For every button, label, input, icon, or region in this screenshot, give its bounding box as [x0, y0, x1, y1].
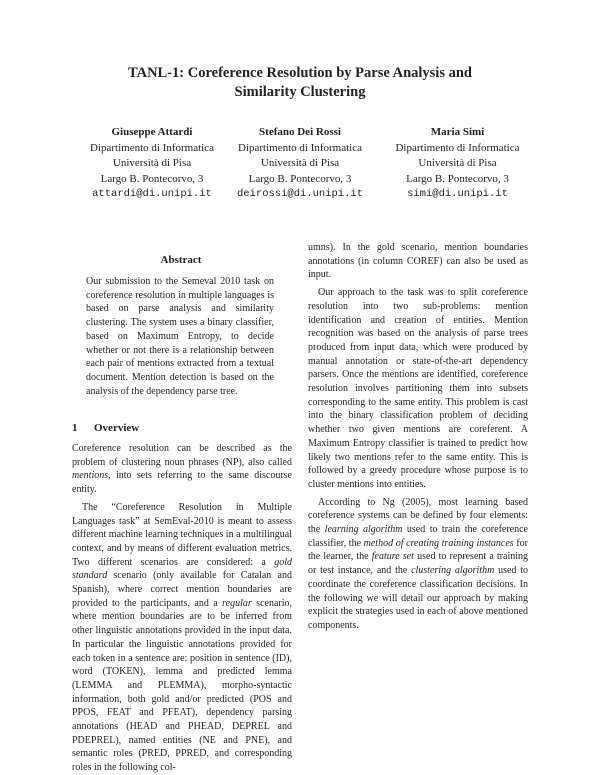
author-name: Maria Simi — [430, 126, 485, 138]
paragraph: umns). In the gold scenario, mention boundaries annotations (in column COREF) can also be used as input. — [308, 242, 528, 281]
author-address: Largo B. Pontecorvo, 3 — [406, 172, 509, 185]
author-address: Largo B. Pontecorvo, 3 — [100, 172, 204, 185]
abstract-heading: Abstract — [160, 254, 202, 266]
paragraph: Coreference resolution can be described as the problem of clustering noun phrases (NP), also called mentions, into sets referring to the same discourse entity. — [72, 443, 292, 496]
title-line-1: TANL-1: Coreference Resolution by Parse Analysis and — [128, 65, 472, 81]
author-email: deirossi@di.unipi.it — [236, 188, 364, 200]
paper-title — [0, 64, 600, 102]
right-column-body — [308, 241, 528, 633]
author-department: Dipartimento di Informatica — [89, 141, 214, 154]
title-line-2: Similarity Clustering — [234, 84, 366, 100]
author-block-2 — [215, 125, 385, 203]
author-email: attardi@di.unipi.it — [92, 188, 212, 200]
author-university: Università di Pisa — [112, 157, 192, 169]
author-block-3 — [375, 125, 540, 203]
author-address: Largo B. Pontecorvo, 3 — [248, 172, 352, 185]
author-name: Stefano Dei Rossi — [259, 126, 341, 138]
author-department: Dipartimento di Informatica — [395, 141, 520, 154]
author-university: Università di Pisa — [418, 157, 497, 169]
paragraph: Our approach to the task was to split coreference resolution into two sub-problems: mention identification and creation of entities. Mention recognition was based on the analysis of parse trees produced from input data, which were produced by manual annotation or state-of-the-art dependency parsers. Once the mentions are identified, coreference resolution involves partitioning them into subsets corresponding to the same entity. This problem is cast into the binary classification problem of deciding whether two given mentions are coreferent. A Maximum Entropy classifier is trained to predict how likely two mentions refer to the same entity. This is followed by a greedy procedure whose purpose is to cluster mentions into entities. — [308, 287, 528, 490]
author-email: simi@di.unipi.it — [407, 188, 508, 200]
section-heading-overview — [72, 422, 139, 434]
author-name: Giuseppe Attardi — [111, 126, 193, 138]
abstract-text: Our submission to the Semeval 2010 task on coreference resolution in multiple languages is based on parse analysis and similarity clustering. The system uses a binary classifier, based on Maximum Entropy, to decide whether or not there is a relationship between each pair of mentions extracted from a textual document. Mention detection is based on the analysis of the dependency parse tree. — [86, 276, 274, 397]
paragraph: According to Ng (2005), most learning based coreference systems can be defined by four elements: the learning algorithm used to train the coreference classifier, the method of creating training instances for the learner, the feature set used to represent a training or test instance, and the clustering algorithm used to coordinate the coreference classification decisions. In the following we will detail our approach by making explicit the strategies used in each of above mentioned components. — [308, 496, 529, 631]
author-department: Dipartimento di Informatica — [237, 141, 362, 154]
left-column-body — [72, 442, 292, 775]
section-title: Overview — [94, 422, 140, 434]
author-university: Università di Pisa — [260, 157, 340, 169]
paragraph: The “Coreference Resolution in Multiple Languages task” at SemEval-2010 is meant to assess different machine learning techniques in a multilingual context, and by means of different evaluation metrics. Two different scenarios are considered: a gold standard scenario (only available for Catalan and Spanish), where correct mention boundaries are provided to the participants, and a regular scenario, where mention boundaries are to be inferred from other linguistic annotations provided in the input data. In particular the linguistic annotations provided for each token in a sentence are: position in sentence (ID), word (TOKEN), lemma and predicted lemma (LEMMA and PLEMMA), morpho-syntactic information, both gold and/or predicted (POS and PPOS, FEAT and PFEAT), dependency parsing annotations (HEAD and PHEAD, DEPREL and PDEPREL), named entities (NE and PNE), and semantic roles (PRED, PPRED, and corresponding roles in the following col- — [72, 501, 292, 774]
section-number: 1 — [72, 422, 78, 434]
